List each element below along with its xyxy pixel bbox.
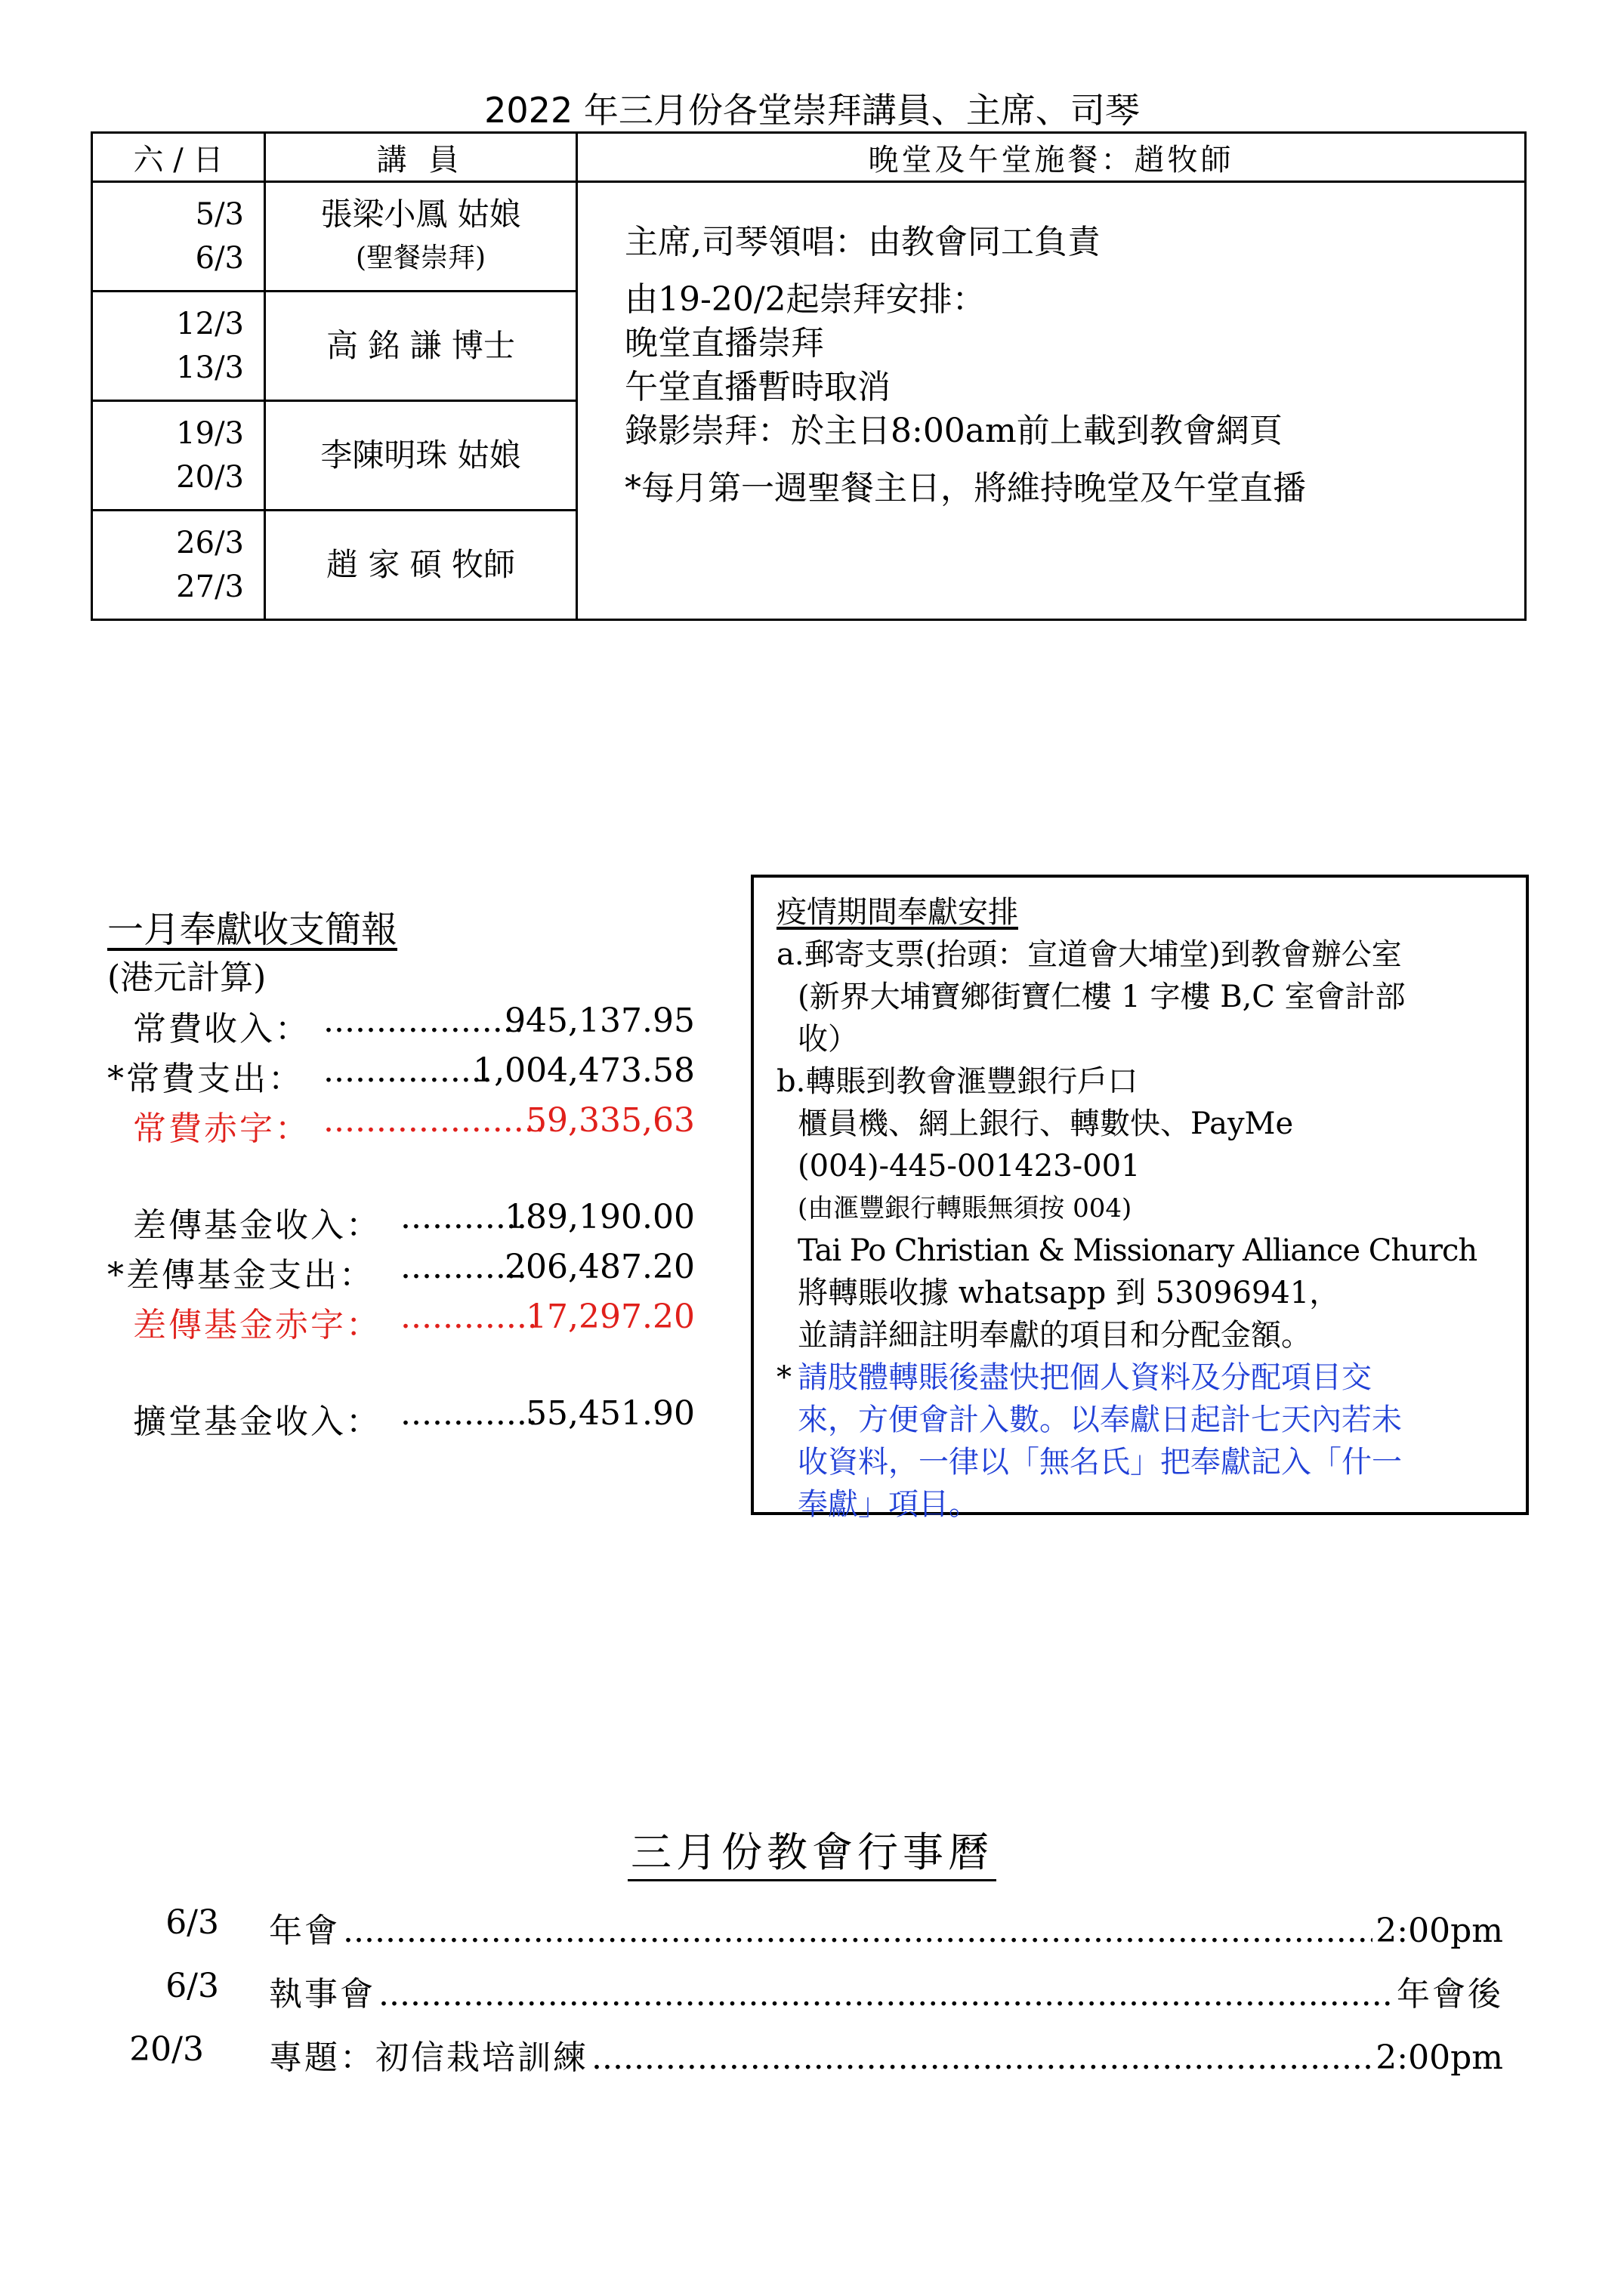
notice-line: 奉獻」項目。 — [798, 1487, 979, 1522]
event-line — [269, 2030, 1503, 2079]
date-saturday: 5/3 — [195, 197, 244, 232]
speaker-name: 高 銘 謙 博士 — [326, 327, 516, 364]
row-dates — [92, 401, 265, 511]
speaker-name: 張梁小鳳 姑娘 — [320, 196, 521, 233]
note-line: 主席,司琴領唱：由教會同工負責 — [625, 223, 1101, 261]
report-label: 差傳基金收入： — [133, 1206, 381, 1245]
row-dates — [92, 292, 265, 401]
event-name: 年會 — [269, 1912, 340, 1950]
list-item — [144, 1967, 1503, 2020]
table-row — [92, 182, 1526, 292]
offering-notice — [776, 1356, 1503, 1526]
note-line: 午堂直播暫時取消 — [625, 368, 891, 406]
offering-title: 疫情期間奉獻安排 — [776, 895, 1018, 930]
report-dots: ............. — [400, 1298, 538, 1336]
report-dots: ............. — [400, 1394, 538, 1433]
header-speaker: 講 員 — [265, 133, 577, 182]
report-value: 189,190.00 — [505, 1198, 695, 1236]
header-notes: 晚堂及午堂施餐：趙牧師 — [577, 133, 1526, 182]
offering-line: 並請詳細註明奉獻的項目和分配金額。 — [798, 1318, 1311, 1353]
report-title: 一月奉獻收支簡報 — [107, 909, 398, 951]
report-line — [107, 1051, 695, 1100]
report-label: 常費收入： — [133, 1010, 310, 1048]
event-date: 20/3 — [129, 2030, 204, 2069]
speaker-name: 趙 家 碩 牧師 — [326, 546, 516, 583]
offering-line: 將轉賬收據 whatsapp 到 53096941， — [798, 1276, 1340, 1310]
event-time: 2:00pm — [1375, 2038, 1503, 2077]
event-time: 2:00pm — [1375, 1912, 1503, 1950]
row-speaker — [265, 292, 577, 401]
offering-box — [751, 875, 1529, 1522]
list-item — [129, 2030, 1503, 2083]
report-value: 206,487.20 — [505, 1248, 695, 1286]
date-sunday: 6/3 — [195, 241, 244, 276]
report-line — [107, 1248, 695, 1296]
report-label: *差傳基金支出： — [107, 1256, 375, 1295]
report-label: 常費赤字： — [133, 1109, 310, 1148]
calendar-title-text: 三月份教會行事曆 — [628, 1829, 996, 1881]
report-line — [107, 1001, 695, 1050]
report-dots: ............ — [400, 1248, 527, 1286]
report-value: 945,137.95 — [505, 1001, 695, 1040]
notice-line: 請肢體轉賬後盡快把個人資料及分配項目交 — [798, 1360, 1372, 1395]
report-value: 1,004,473.58 — [473, 1051, 695, 1090]
schedule-table — [91, 131, 1527, 621]
event-date: 6/3 — [165, 1967, 219, 2005]
report-line — [107, 1298, 695, 1346]
note-line: *每月第一週聖餐主日，將維持晚堂及午堂直播 — [625, 469, 1306, 508]
report-value: 59,335,63 — [526, 1101, 695, 1140]
account-name: Tai Po Christian & Missionary Alliance Church — [798, 1233, 1477, 1268]
date-sunday: 27/3 — [176, 569, 244, 604]
event-name: 執事會 — [269, 1975, 375, 2014]
report-dots: ..................... — [323, 1101, 545, 1140]
speaker-note: (聖餐崇拜) — [355, 242, 486, 273]
report-dots: ................... — [323, 1001, 524, 1040]
schedule-header-row — [92, 133, 1526, 182]
event-dots — [591, 2038, 1372, 2077]
offering-line: 收） — [798, 1022, 858, 1057]
report-dots: ................ — [323, 1051, 492, 1090]
event-line — [269, 1903, 1503, 1952]
header-date: 六 / 日 — [92, 133, 265, 182]
date-saturday: 26/3 — [176, 526, 244, 560]
report-label: 擴堂基金收入： — [133, 1403, 381, 1441]
report-dots: ............ — [400, 1198, 527, 1236]
list-item — [144, 1903, 1503, 1956]
event-dots — [378, 1975, 1394, 2014]
note-line: 由19-20/2起崇拜安排： — [625, 280, 986, 319]
asterisk: * — [776, 1360, 792, 1395]
offering-line: b.轉賬到教會滙豐銀行戶口 — [776, 1064, 1138, 1099]
calendar-title — [0, 1820, 1624, 1878]
bank-account-number: (004)-445-001423-001 — [798, 1149, 1141, 1184]
offering-line: (新界大埔寶鄉街寶仁樓 1 字樓 B,C 室會計部 — [798, 980, 1406, 1014]
row-dates — [92, 182, 265, 292]
event-time: 年會後 — [1397, 1975, 1503, 2014]
date-saturday: 12/3 — [176, 307, 244, 341]
report-currency: (港元計算) — [107, 958, 267, 997]
report-label: *常費支出： — [107, 1060, 304, 1098]
event-dots — [343, 1912, 1372, 1950]
date-sunday: 13/3 — [176, 350, 244, 385]
schedule-title: 2022 年三月份各堂崇拜講員、主席、司琴 — [484, 90, 1140, 131]
row-speaker — [265, 182, 577, 292]
offering-line: (由滙豐銀行轉賬無須按 004) — [798, 1193, 1132, 1224]
event-date: 6/3 — [165, 1903, 219, 1942]
report-line — [107, 1101, 695, 1150]
offering-line: 櫃員機、網上銀行、轉數快、PayMe — [798, 1106, 1294, 1141]
note-line: 錄影崇拜：於主日8:00am前上載到教會網頁 — [625, 412, 1283, 450]
speaker-name: 李陳明珠 姑娘 — [320, 437, 521, 474]
schedule-notes — [577, 182, 1526, 620]
date-sunday: 20/3 — [176, 460, 244, 495]
report-value: 55,451.90 — [526, 1394, 695, 1433]
notice-line: 收資料，一律以「無名氏」把奉獻記入「什一 — [798, 1445, 1402, 1480]
row-speaker — [265, 511, 577, 620]
offering-line: a.郵寄支票(抬頭：宣道會大埔堂)到教會辦公室 — [776, 937, 1402, 972]
report-value: 17,297.20 — [526, 1298, 695, 1336]
note-line: 晚堂直播崇拜 — [625, 324, 824, 363]
event-name: 專題：初信栽培訓練 — [269, 2038, 588, 2077]
row-dates — [92, 511, 265, 620]
date-saturday: 19/3 — [176, 416, 244, 451]
report-line — [107, 1394, 695, 1443]
report-line — [107, 1198, 695, 1246]
report-label: 差傳基金赤字： — [133, 1306, 381, 1344]
notice-line: 來，方便會計入數。以奉獻日起計七天內若未 — [798, 1403, 1402, 1437]
row-speaker — [265, 401, 577, 511]
event-line — [269, 1967, 1503, 2015]
